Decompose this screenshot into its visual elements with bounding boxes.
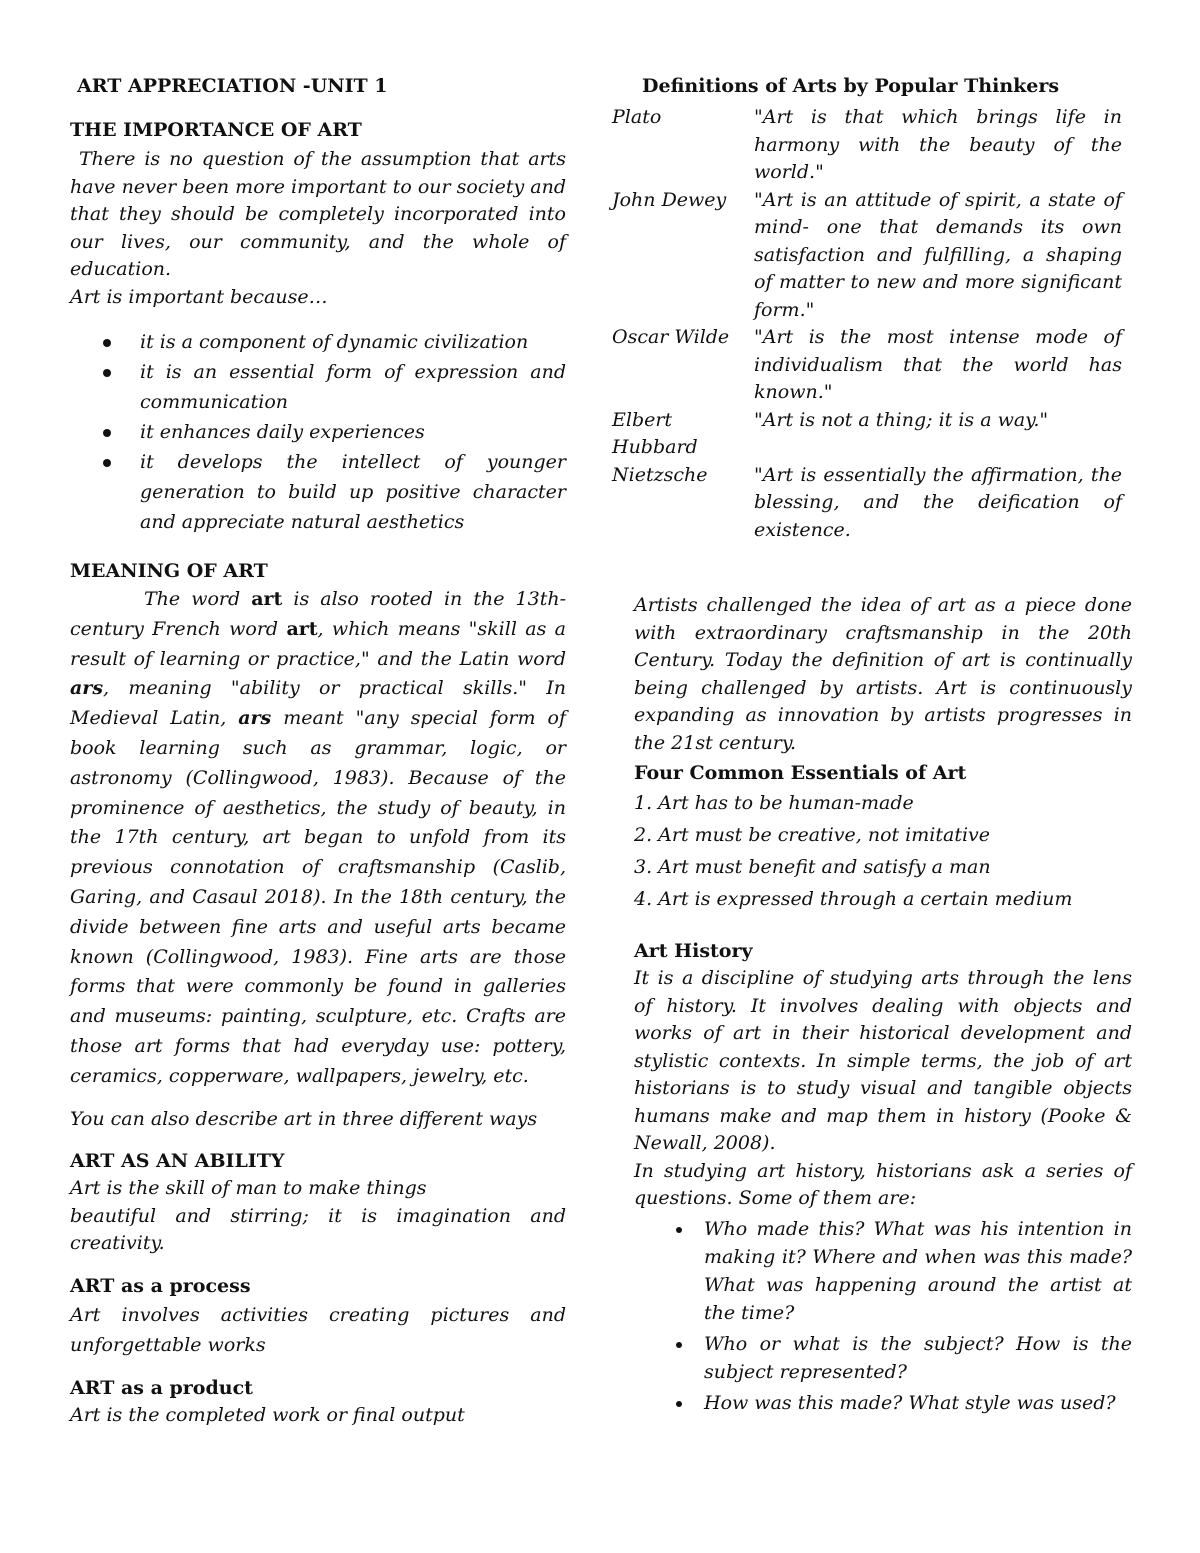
list-item-text: it is a component of dynamic civilization: [140, 331, 529, 353]
product-text: Art is the completed work or final output: [70, 1403, 465, 1426]
bullet-icon: [676, 1342, 682, 1348]
essential-item: 4. Art is expressed through a certain medium: [634, 888, 1073, 910]
list-item: [612, 1330, 1132, 1386]
artists-paragraph: Artists challenged the idea of art as a piece done with extraordinary craftsmanship in the 20th Century. Today the definition of art is continually being challenged by artists. Art is continuously expanding as innovation by artists progresses in the 21st century.: [634, 594, 1132, 754]
bullet-icon: [103, 339, 111, 347]
thinker-name: Elbert Hubbard: [612, 408, 698, 458]
thinker-quote: "Art is essentially the affirmation, the blessing, and the deification of existence.: [754, 463, 1122, 541]
list-item: [70, 447, 566, 537]
importance-intro-text: There is no question of the assumption that arts have never been more important to our society and that they should be completely incorporated into our lives, our community, and the whole of education.: [70, 148, 566, 280]
left-column: [70, 72, 566, 1429]
process-text: Art involves activities creating pictures and unforgettable works: [70, 1303, 566, 1356]
ability-line-2: beautiful and stirring; it is imagination and creativity.: [70, 1204, 566, 1255]
essential-item: 1. Art has to be human-made: [634, 792, 914, 814]
thinker-quote: "Art is that which brings life in harmony with the beauty of the world.": [754, 106, 1122, 183]
importance-intro: [70, 146, 566, 284]
term-art: art: [251, 588, 283, 610]
importance-list: [70, 327, 566, 537]
product-heading: ART as a product: [70, 1376, 253, 1399]
thinker-name: Oscar Wilde: [612, 326, 730, 348]
thinker-quote: "Art is an attitude of spirit, a state of mind- one that demands its own satisfaction and fulfilling, a shaping of matter to new and more significant form.": [754, 188, 1122, 321]
list-item: [70, 417, 566, 447]
bullet-icon: [676, 1401, 682, 1407]
importance-heading: THE IMPORTANCE OF ART: [70, 119, 362, 141]
list-item-text: Who made this? What was his intention in making it? Where and when was this made? What was happening around the artist at the time?: [704, 1217, 1132, 1324]
term-ars: ars: [238, 707, 272, 730]
thinker-name: John Dewey: [612, 188, 727, 211]
list-item: [612, 1215, 1132, 1327]
essential-item: 2. Art must be creative, not imitative: [634, 824, 991, 846]
meaning-text: is also rooted in the 13th-century French word: [70, 588, 566, 640]
art-history-questions-intro: In studying art history, historians ask a series of questions. Some of them are:: [634, 1159, 1132, 1209]
three-ways-text: You can also describe art in three different ways: [70, 1107, 538, 1130]
right-column: [612, 72, 1132, 1420]
questions-list: [612, 1215, 1132, 1417]
term-art: art: [286, 617, 318, 640]
essentials-heading: Four Common Essentials of Art: [634, 762, 967, 784]
meaning-text: , which means "skill as a result of learning or practice," and the Latin word: [70, 617, 566, 670]
thinker-name: Plato: [612, 106, 662, 128]
meaning-paragraph: [70, 585, 566, 1092]
list-item: [70, 327, 566, 357]
bullet-icon: [103, 369, 111, 377]
term-ars: ars: [70, 677, 104, 700]
ability-heading: ART AS AN ABILITY: [70, 1150, 285, 1173]
list-item: [70, 357, 566, 417]
thinkers-table: [612, 104, 1132, 544]
list-item-text: it is an essential form of expression and communication: [140, 361, 566, 413]
art-history-paragraph: It is a discipline of studying arts through the lens of history. It involves dealing with objects and works of art in their historical development and stylistic contexts. In simple terms, the job of art historians is to study visual and tangible objects humans make and map them in history (Pooke & Newall, 2008).: [634, 967, 1132, 1154]
bullet-icon: [103, 459, 111, 467]
list-item-text: Who or what is the subject? How is the subject represented?: [704, 1332, 1132, 1383]
ability-line-1: Art is the skill of man to make things: [70, 1177, 427, 1200]
list-item-text: How was this made? What style was used?: [704, 1391, 1116, 1414]
bullet-icon: [103, 429, 111, 437]
thinker-quote: "Art is not a thing; it is a way.": [754, 408, 1049, 431]
meaning-text: The word: [144, 588, 252, 610]
list-item-text: it develops the intellect of younger generation to build up positive character and appreciate natural aesthetics: [140, 451, 566, 533]
process-heading: ART as a process: [70, 1274, 251, 1297]
art-history-heading: Art History: [634, 940, 753, 962]
list-item-text: it enhances daily experiences: [140, 421, 425, 443]
thinker-name: Nietzsche: [612, 463, 708, 486]
document-title: ART APPRECIATION -UNIT 1: [77, 75, 388, 97]
meaning-heading: MEANING OF ART: [70, 560, 268, 582]
meaning-text: , meaning "ability or practical skills." In Medieval Latin,: [70, 677, 566, 730]
meaning-text: meant "any special form of book learning such as grammar, logic, or astronomy (Collingwood, 1983). Because of the prominence of aesthetics, the study of beauty, in the 17th century, art began to unfold from its previous connotation of craftsmanship (Caslib, Garing, and Casaul 2018). In the 18th century, the divide between fine arts and useful arts became known (Collingwood, 1983). Fine arts are those forms that were commonly be found in galleries and museums: painting, sculpture, etc. Crafts are those art forms that had everyday use: pottery, ceramics, copperware, wallpapers, jewelry, etc.: [70, 707, 566, 1087]
bullet-icon: [676, 1227, 682, 1233]
essential-item: 3. Art must benefit and satisfy a man: [634, 856, 991, 878]
list-item: [612, 1389, 1132, 1417]
thinkers-title: Definitions of Arts by Popular Thinkers: [642, 75, 1060, 97]
thinker-quote: "Art is the most intense mode of individualism that the world has known.": [754, 326, 1122, 403]
importance-lead: Art is important because…: [70, 285, 328, 308]
